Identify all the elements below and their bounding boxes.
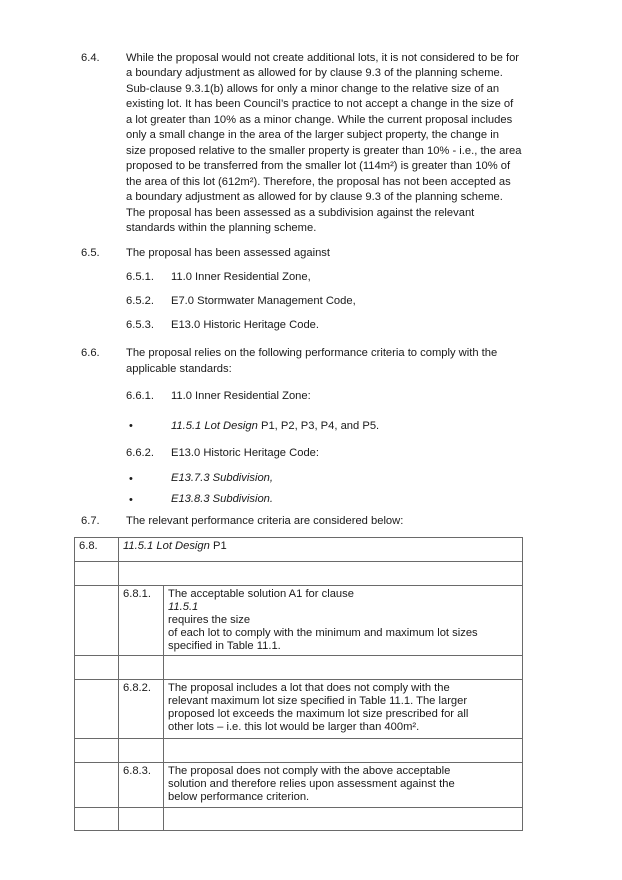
paragraph-number: 6.4. <box>81 52 100 64</box>
cell-line: solution and therefore relies upon assessment against the <box>168 778 455 790</box>
paragraph-line: standards within the planning scheme. <box>126 222 317 234</box>
table-spacer-row <box>75 739 523 763</box>
bullet-text <box>171 419 379 434</box>
subitem-text: E13.0 Historic Heritage Code: <box>171 447 319 459</box>
paragraph-line: While the proposal would not create additional lots, it is not considered to be for <box>126 52 520 64</box>
bullet-icon: • <box>129 494 133 506</box>
subitem-number: 6.5.3. <box>126 319 154 331</box>
paragraph-line: a boundary adjustment as allowed for by clause 9.3 of the planning scheme. <box>126 191 503 203</box>
subitem-text: E13.0 Historic Heritage Code. <box>171 319 319 331</box>
cell-line: The proposal includes a lot that does not comply with the <box>168 682 450 694</box>
subitem-number: 6.5.1. <box>126 271 154 283</box>
table-cell-number: 6.8.1. <box>119 586 164 656</box>
paragraph-number: 6.6. <box>81 347 100 359</box>
subitem-number: 6.5.2. <box>126 295 154 307</box>
subitem-text: E7.0 Stormwater Management Code, <box>171 295 356 307</box>
subitem-number: 6.6.2. <box>126 447 154 459</box>
bullet-text-rest: P1, P2, P3, P4, and P5. <box>257 420 380 432</box>
bullet-text-italic: 11.5.1 Lot Design <box>171 420 258 432</box>
table-cell-text <box>164 763 523 808</box>
table-spacer-row <box>75 808 523 831</box>
bullet-icon: • <box>129 420 133 432</box>
heading-italic: 11.5.1 Lot Design <box>123 540 210 552</box>
paragraph-line: the area of this lot (612m²). Therefore, the proposal has not been accepted as <box>126 176 511 188</box>
criteria-table <box>74 537 523 831</box>
table-row <box>75 763 523 808</box>
paragraph-number: 6.5. <box>81 247 100 259</box>
table-cell-text <box>164 586 523 656</box>
paragraph-line: applicable standards: <box>126 363 232 375</box>
paragraph-line: existing lot. It has been Council’s practice to not accept a change in the size of <box>126 98 514 110</box>
paragraph-line: a lot greater than 10% as a minor change. While the current proposal includes <box>126 114 513 126</box>
paragraph-line: The proposal has been assessed against <box>126 247 330 259</box>
cell-line: below performance criterion. <box>168 791 310 803</box>
cell-line: specified in Table 11.1. <box>168 640 281 652</box>
table-cell-heading <box>119 538 523 562</box>
cell-line: proposed lot exceeds the maximum lot size prescribed for all <box>168 708 469 720</box>
subitem-number: 6.6.1. <box>126 390 154 402</box>
bullet-icon: • <box>129 473 133 485</box>
subitem-text: 11.0 Inner Residential Zone, <box>171 271 311 283</box>
paragraph-line: The proposal relies on the following performance criteria to comply with the <box>126 347 498 359</box>
table-row <box>75 586 523 656</box>
bullet-text: E13.8.3 Subdivision. <box>171 493 273 505</box>
cell-line: The acceptable solution A1 for clause 11.5.1 requires the size <box>168 588 354 626</box>
paragraph-line: size proposed relative to the smaller property is greater than 10% - i.e., the area <box>126 145 522 157</box>
table-cell-text <box>164 680 523 739</box>
paragraph-line: The proposal has been assessed as a subdivision against the relevant <box>126 207 475 219</box>
cell-line: relevant maximum lot size specified in Table 11.1. The larger <box>168 695 468 707</box>
paragraph-line: Sub-clause 9.3.1(b) allows for only a minor change to the relative size of an <box>126 83 500 95</box>
paragraph-line: The relevant performance criteria are considered below: <box>126 515 404 527</box>
heading-rest: P1 <box>209 540 227 552</box>
paragraph-line: proposed to be transferred from the smaller lot (114m²) is greater than 10% of <box>126 160 511 172</box>
paragraph-line: a boundary adjustment as allowed for by clause 9.3 of the planning scheme. <box>126 67 503 79</box>
table-cell-number: 6.8.2. <box>119 680 164 739</box>
table-header-row <box>75 538 523 562</box>
paragraph-line: only a small change in the area of the larger subject property, the change in <box>126 129 499 141</box>
table-row <box>75 680 523 739</box>
table-cell-number: 6.8. <box>75 538 119 562</box>
subitem-text: 11.0 Inner Residential Zone: <box>171 390 311 402</box>
cell-line: other lots – i.e. this lot would be larger than 400m². <box>168 721 420 733</box>
bullet-text: E13.7.3 Subdivision, <box>171 472 273 484</box>
table-spacer-row <box>75 562 523 586</box>
table-cell-number: 6.8.3. <box>119 763 164 808</box>
table-spacer-row <box>75 656 523 680</box>
cell-line: The proposal does not comply with the above acceptable <box>168 765 451 777</box>
cell-line: of each lot to comply with the minimum and maximum lot sizes <box>168 627 478 639</box>
paragraph-number: 6.7. <box>81 515 100 527</box>
